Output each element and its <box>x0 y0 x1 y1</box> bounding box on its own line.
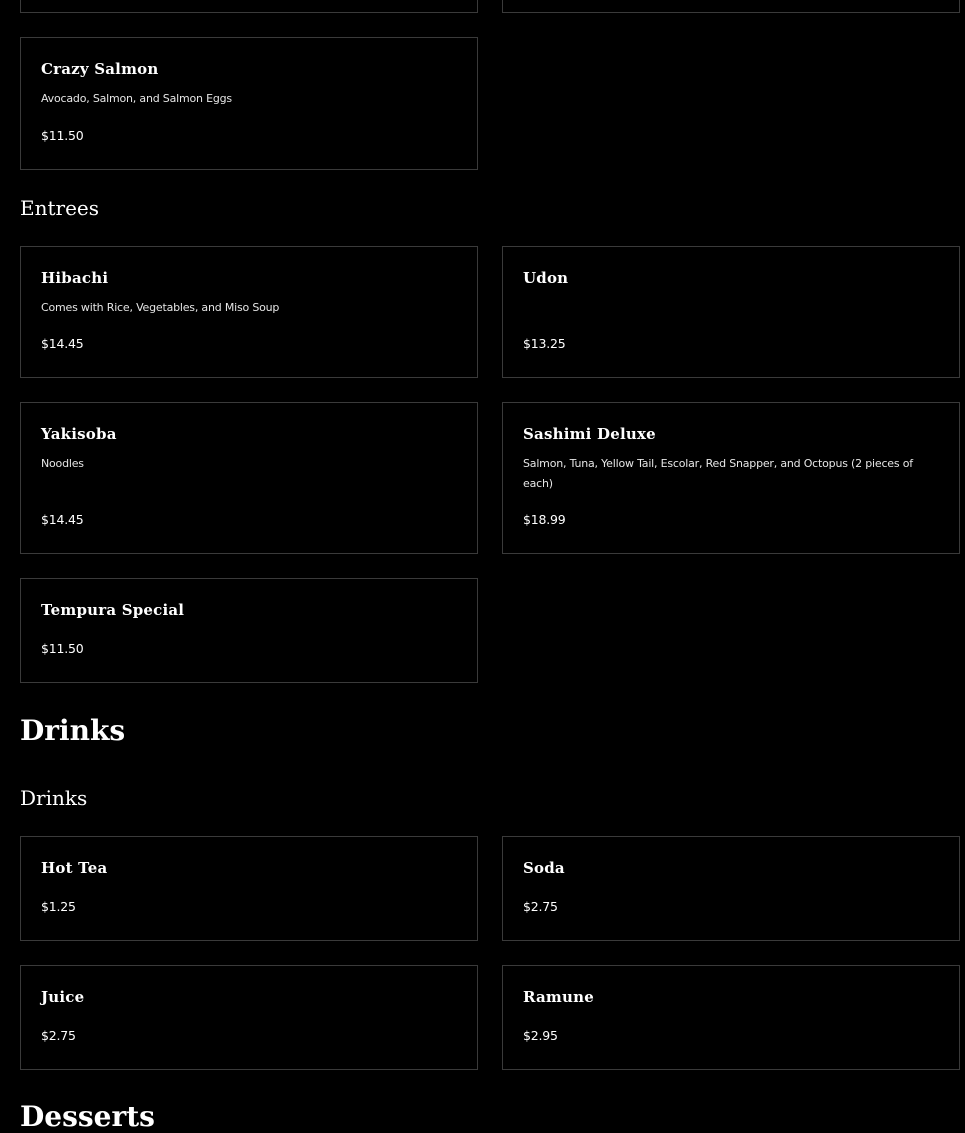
item-name: Yakisoba <box>41 425 117 443</box>
item-price: $14.45 <box>41 336 84 351</box>
menu-heading-drinks: Drinks <box>20 714 126 747</box>
item-price: $2.75 <box>523 899 558 914</box>
item-price: $18.99 <box>523 512 566 527</box>
menu-item-card-partial-right[interactable] <box>502 0 960 13</box>
item-name: Hibachi <box>41 269 109 287</box>
menu-item-card[interactable] <box>20 402 478 554</box>
menu-item-card[interactable] <box>502 965 960 1070</box>
item-description: Avocado, Salmon, and Salmon Eggs <box>41 92 232 105</box>
item-price: $11.50 <box>41 128 84 143</box>
item-price: $2.75 <box>41 1028 76 1043</box>
section-heading-entrees: Entrees <box>20 196 100 220</box>
menu-item-card-partial-left[interactable] <box>20 0 478 13</box>
item-price: $14.45 <box>41 512 84 527</box>
menu-item-card[interactable] <box>20 836 478 941</box>
menu-item-card[interactable] <box>20 246 478 378</box>
menu-heading-desserts-partial: Desserts <box>20 1100 155 1133</box>
item-name: Soda <box>523 859 565 877</box>
menu-item-card[interactable] <box>20 965 478 1070</box>
menu-item-card[interactable] <box>20 578 478 683</box>
item-name: Crazy Salmon <box>41 60 159 78</box>
menu-item-card[interactable] <box>502 246 960 378</box>
item-price: $2.95 <box>523 1028 558 1043</box>
item-name: Juice <box>41 988 85 1006</box>
item-price: $11.50 <box>41 641 84 656</box>
item-description: Comes with Rice, Vegetables, and Miso Soup <box>41 301 280 314</box>
menu-item-card[interactable] <box>502 836 960 941</box>
item-description: Noodles <box>41 457 84 470</box>
section-heading-drinks: Drinks <box>20 786 88 810</box>
menu-item-card[interactable] <box>20 37 478 170</box>
item-price: $13.25 <box>523 336 566 351</box>
item-name: Udon <box>523 269 569 287</box>
item-name: Tempura Special <box>41 601 185 619</box>
menu-item-card[interactable] <box>502 402 960 554</box>
item-name: Ramune <box>523 988 594 1006</box>
item-description: Salmon, Tuna, Yellow Tail, Escolar, Red Snapper, and Octopus (2 pieces of each) <box>523 457 913 490</box>
item-name: Hot Tea <box>41 859 108 877</box>
item-price: $1.25 <box>41 899 76 914</box>
item-name: Sashimi Deluxe <box>523 425 656 443</box>
